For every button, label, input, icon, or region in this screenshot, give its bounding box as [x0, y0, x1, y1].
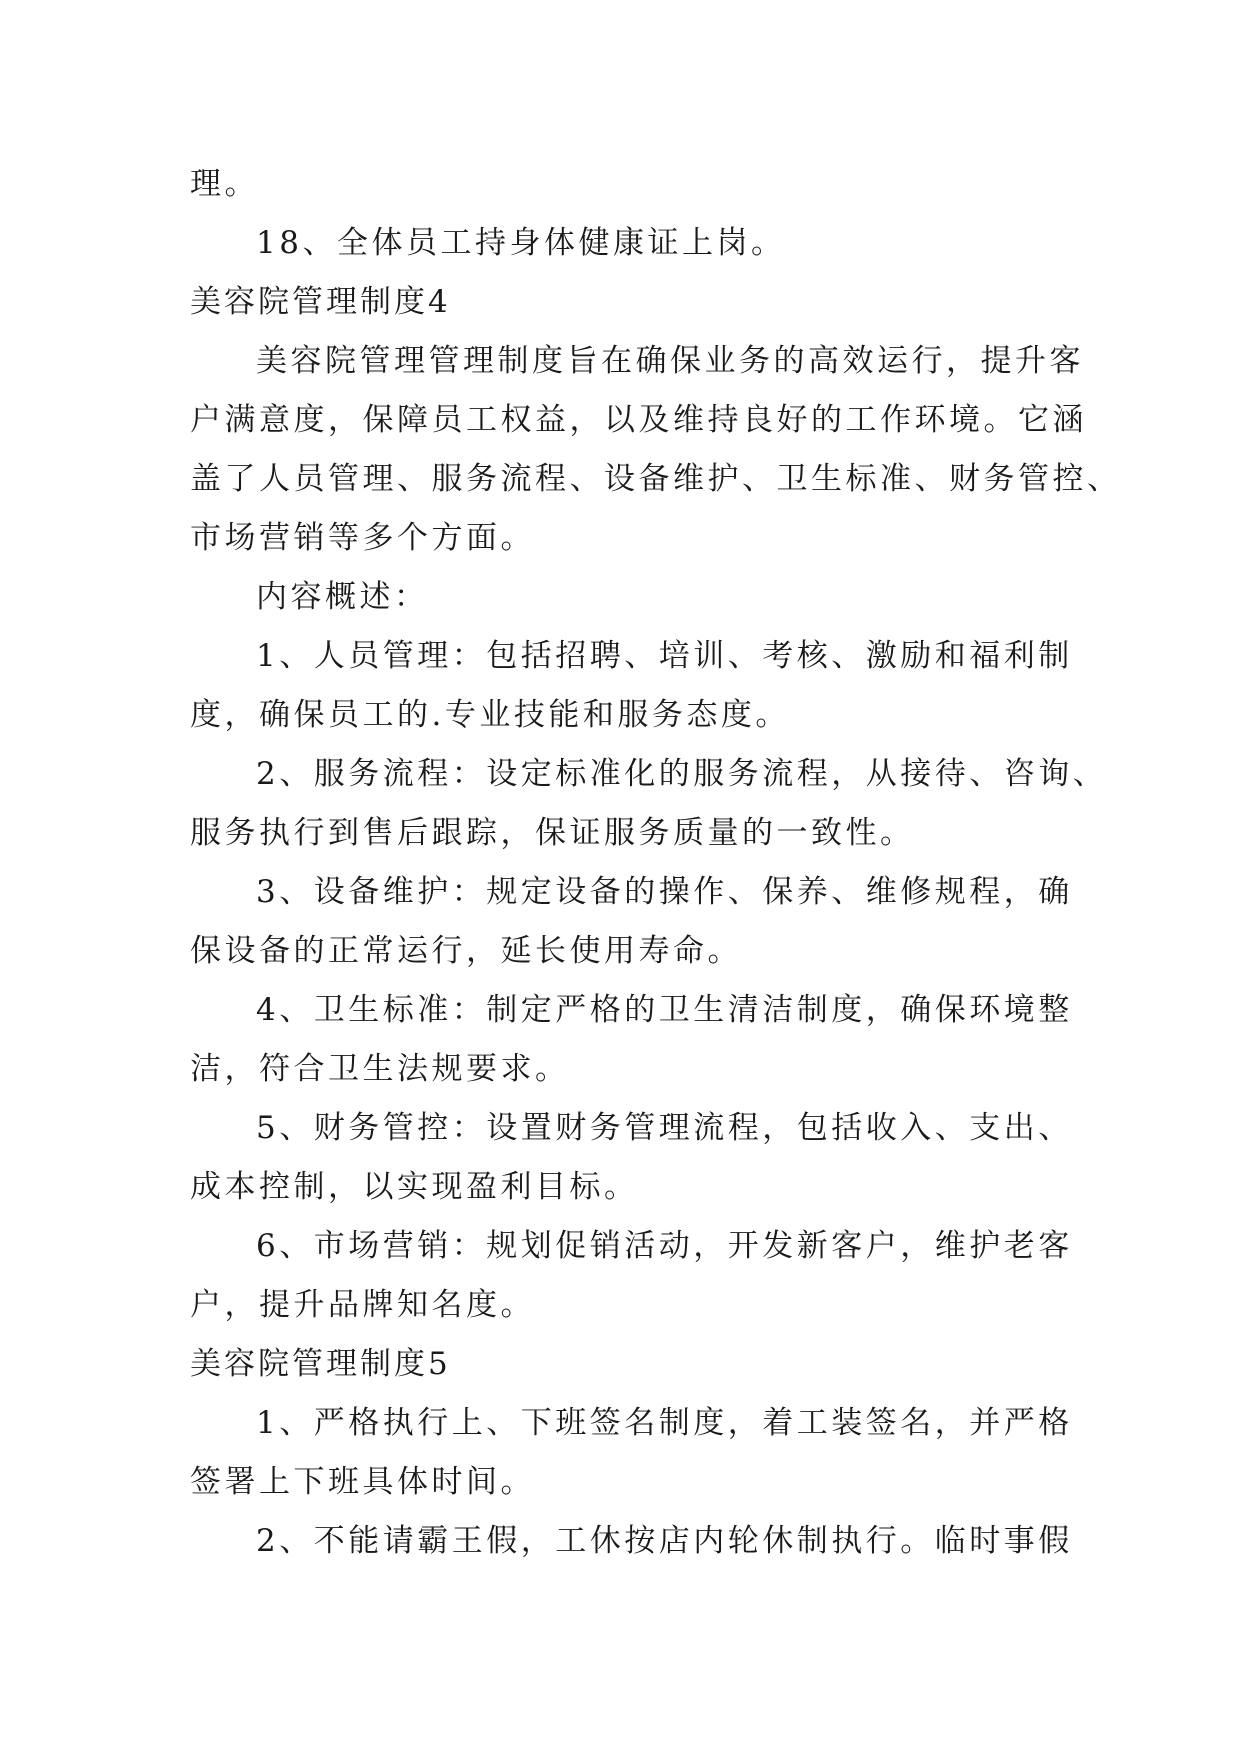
text-line: 户，提升品牌知名度。	[190, 1287, 535, 1323]
text-line: 市场营销等多个方面。	[190, 520, 535, 556]
section-heading: 美容院管理制度5	[190, 1346, 451, 1382]
text-line: 户满意度，保障员工权益，以及维持良好的工作环境。它涵	[190, 402, 1087, 438]
section-heading: 美容院管理制度4	[190, 284, 451, 320]
text-line: 2、不能请霸王假，工休按店内轮休制执行。临时事假	[256, 1523, 1073, 1559]
text-line: 洁，符合卫生法规要求。	[190, 1051, 570, 1087]
text-line: 内容概述：	[256, 579, 429, 615]
text-line: 1、人员管理：包括招聘、培训、考核、激励和福利制	[256, 638, 1073, 674]
text-line: 服务执行到售后跟踪，保证服务质量的一致性。	[190, 815, 915, 851]
text-line: 美容院管理管理制度旨在确保业务的高效运行，提升客	[256, 343, 1084, 379]
text-line: 1、严格执行上、下班签名制度，着工装签名，并严格	[256, 1405, 1073, 1441]
text-line: 签署上下班具体时间。	[190, 1464, 535, 1500]
text-line: 盖了人员管理、服务流程、设备维护、卫生标准、财务管控、	[190, 461, 1122, 497]
text-line: 度，确保员工的.专业技能和服务态度。	[190, 697, 790, 733]
text-line: 18、全体员工持身体健康证上岗。	[256, 225, 786, 261]
text-line: 理。	[190, 166, 259, 202]
text-line: 成本控制，以实现盈利目标。	[190, 1169, 639, 1205]
text-line: 保设备的正常运行，延长使用寿命。	[190, 933, 742, 969]
text-line: 6、市场营销：规划促销活动，开发新客户，维护老客	[256, 1228, 1073, 1264]
text-line: 4、卫生标准：制定严格的卫生清洁制度，确保环境整	[256, 992, 1073, 1028]
text-line: 5、财务管控：设置财务管理流程，包括收入、支出、	[256, 1110, 1073, 1146]
text-line: 3、设备维护：规定设备的操作、保养、维修规程，确	[256, 874, 1073, 910]
text-line: 2、服务流程：设定标准化的服务流程，从接待、咨询、	[256, 756, 1108, 792]
